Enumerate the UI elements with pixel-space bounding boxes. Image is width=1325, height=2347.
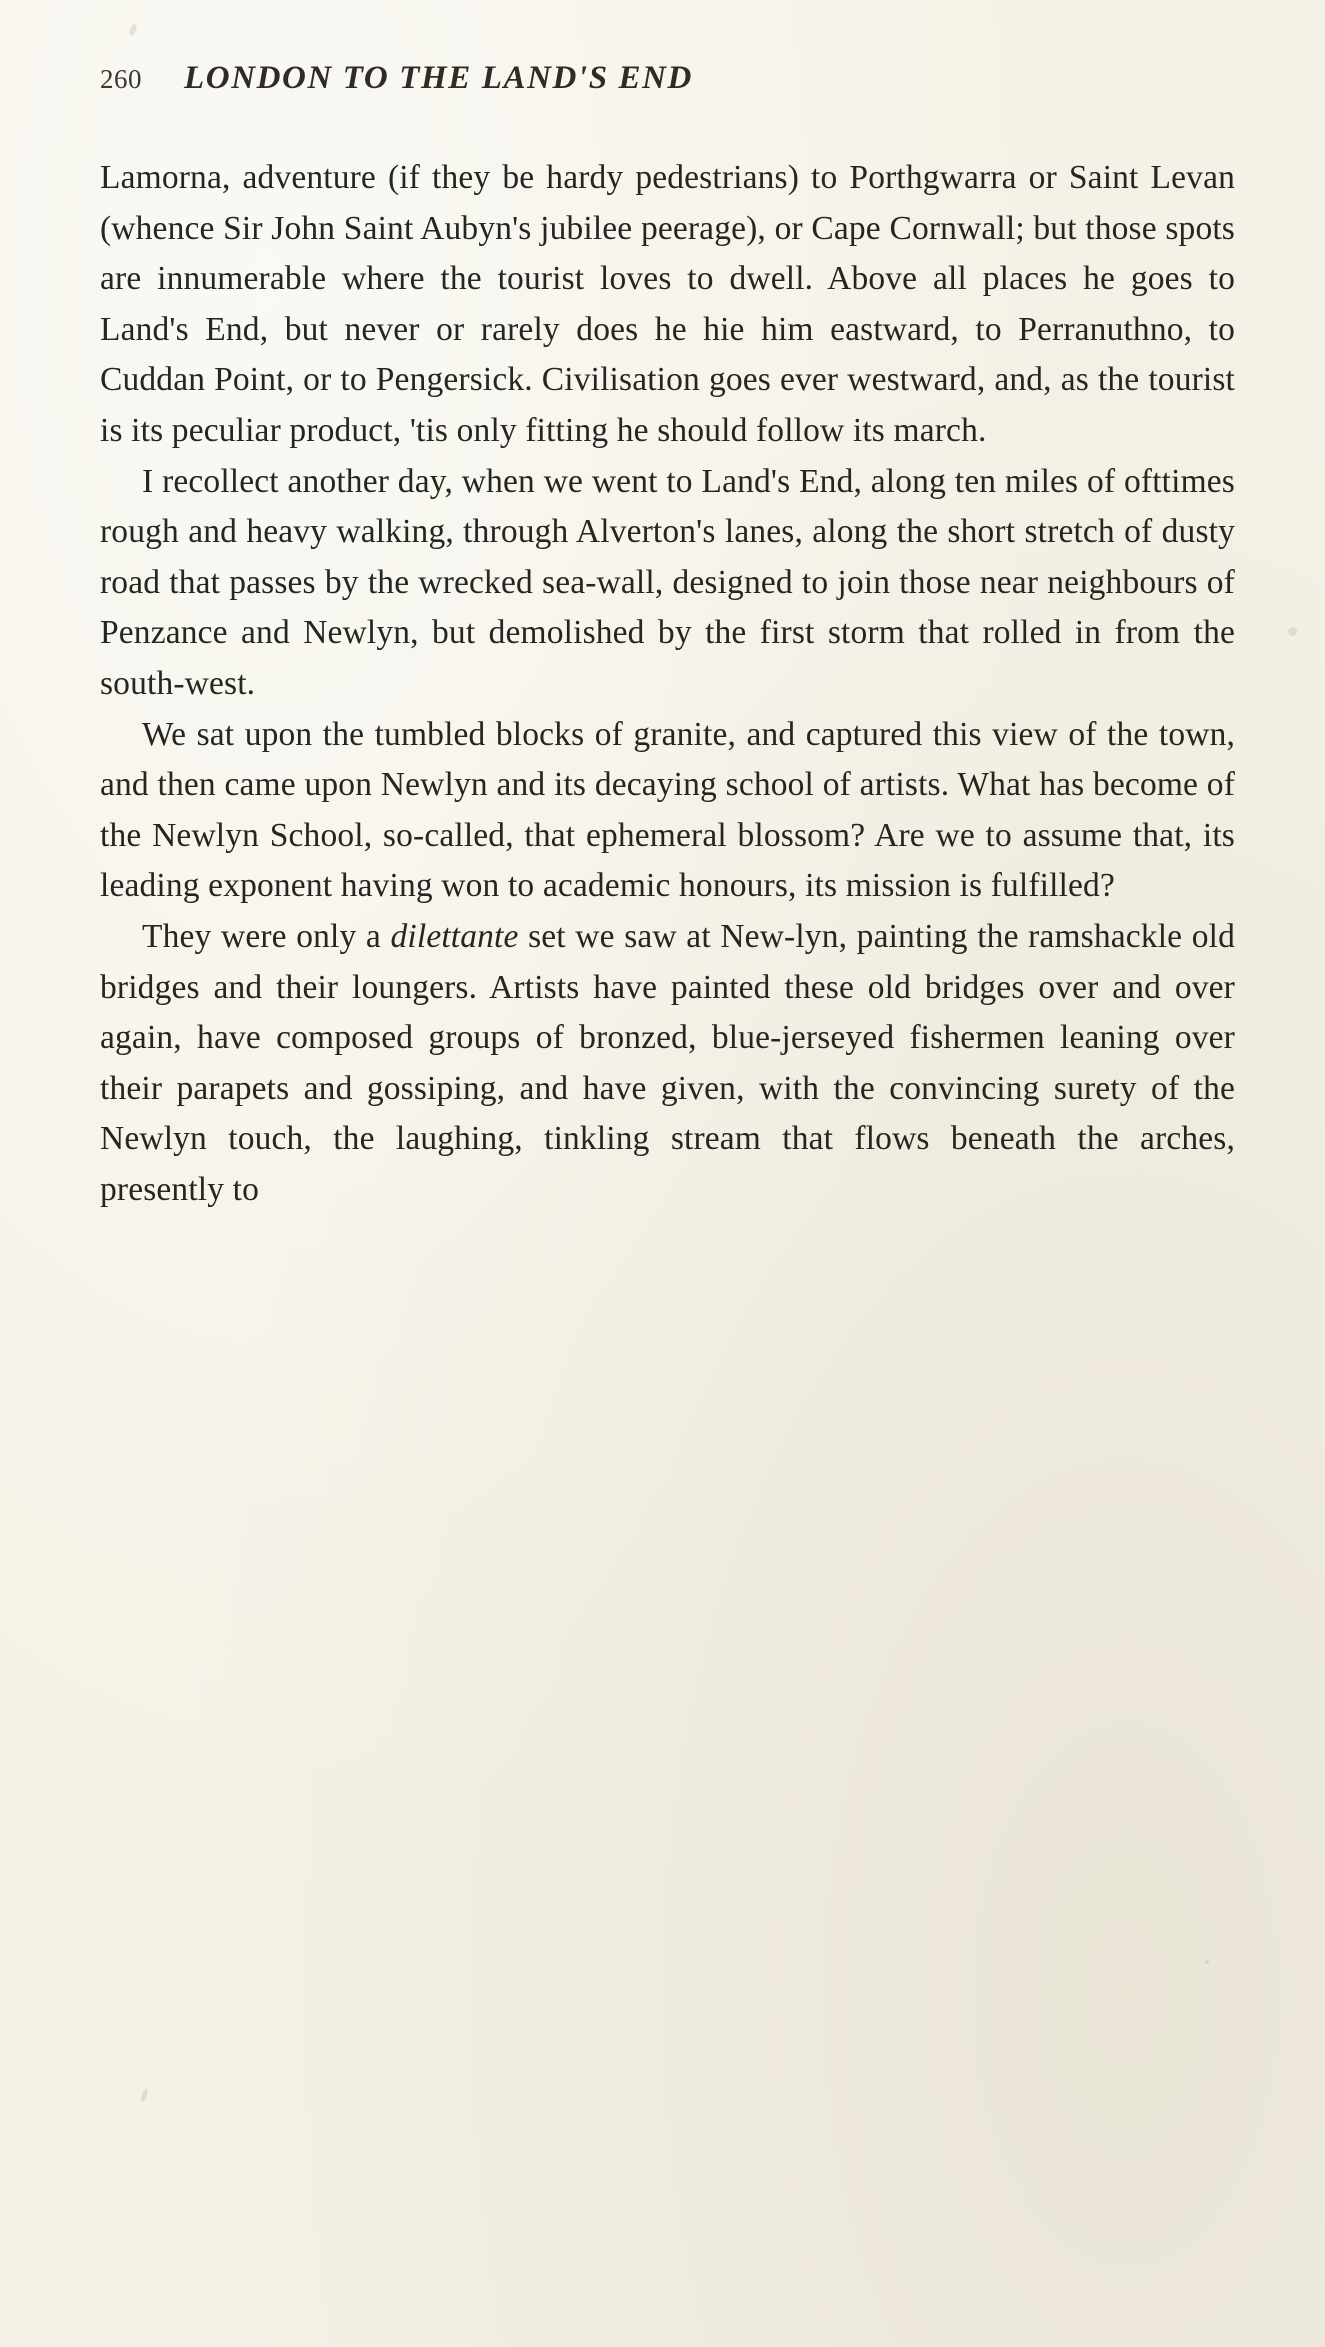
paragraph-4: They were only a dilettante set we saw at New-lyn, painting the ramshackle old bridges and their loungers. Artists have painted these old bridges over and over again, have composed groups of bronzed, blue-jerseyed fishermen leaning over their parapets and gossiping, and have given, with the convincing surety of the Newlyn touch, the laughing, tinkling stream that flows beneath the arches, presently to bbox=[100, 917, 1235, 1208]
paper-speck bbox=[140, 2088, 149, 2103]
paragraph-2: I recollect another day, when we went to Land's End, along ten miles of ofttimes rough and heavy walking, through Alverton's lanes, along the short stretch of dusty road that passes by the wrecked sea-wall, designed to join those near neighbours of Penzance and Newlyn, but demolished by the first storm that rolled in from the south-west. bbox=[100, 462, 1235, 702]
page-header bbox=[96, 60, 1241, 97]
running-title: LONDON TO THE LAND'S END bbox=[184, 60, 693, 96]
text-block bbox=[96, 60, 1241, 1215]
paragraph-3: We sat upon the tumbled blocks of granite, and captured this view of the town, and then came upon Newlyn and its decaying school of artists. What has become of the Newlyn School, so-called, that ephemeral blossom? Are we to assume that, its leading exponent having won to academic honours, its mission is fulfilled? bbox=[100, 715, 1235, 905]
body-text bbox=[96, 153, 1241, 1215]
paper-speck bbox=[1288, 627, 1297, 636]
paper-speck bbox=[128, 23, 138, 36]
paragraph-1: Lamorna, adventure (if they be hardy pedestrians) to Porthgwarra or Saint Levan (whence Sir John Saint Aubyn's jubilee peerage), or Cape Cornwall; but those spots are innumerable where the tourist loves to dwell. Above all places he goes to Land's End, but never or rarely does he hie him eastward, to Perranuthno, to Cuddan Point, or to Pengersick. Civilisation goes ever westward, and, as the tourist is its peculiar product, 'tis only fitting he should follow its march. bbox=[100, 159, 1235, 449]
paper-speck bbox=[1205, 1960, 1209, 1964]
page-number: 260 bbox=[100, 64, 142, 94]
